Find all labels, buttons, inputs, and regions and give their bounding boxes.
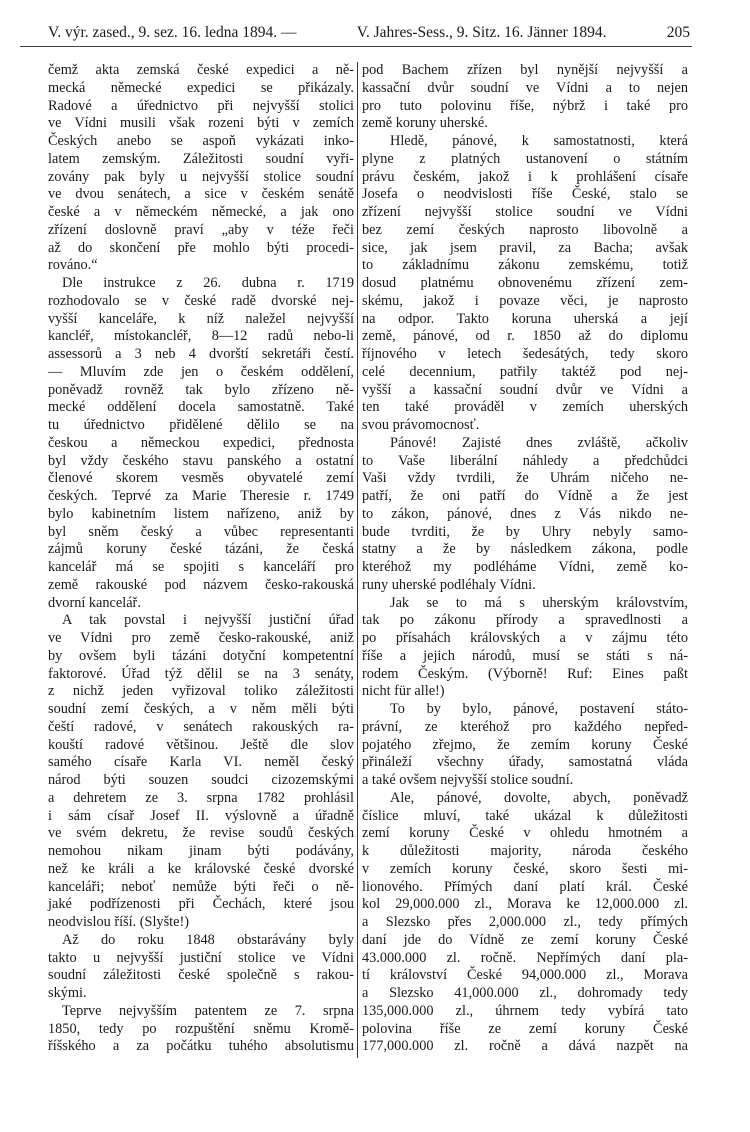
- text-line: zřízení nejvyšší stolice soudní ve Vídni: [362, 204, 688, 220]
- header-czech: V. výr. zased., 9. sez. 16. ledna 1894. —: [48, 24, 297, 41]
- text-line: po přísahách královských a v zájmu této: [362, 630, 688, 646]
- text-line: až do skončení pře mohlo býti procedi-: [48, 239, 354, 256]
- text-line: země, pánové, od r. 1850 až do diplomu: [362, 328, 688, 345]
- text-line: daní jde do Vídně ze zemí koruny České: [362, 931, 688, 948]
- text-line: To by bylo, pánové, postavení státo-: [390, 701, 688, 717]
- text-line: ve svém dekretu, že revise soudů českých: [48, 825, 354, 842]
- paragraph: [48, 612, 354, 932]
- text-line: kassační dvůr soudní ve Vídni a to nejen: [362, 79, 688, 96]
- text-line: Dle instrukce z 26. dubna r. 1719: [62, 275, 354, 291]
- text-line: říšského a za počátku tuhého absolutismu: [48, 1038, 354, 1055]
- text-line: pod Bachem zřízen byl nynější nejvyšší a: [362, 62, 688, 78]
- text-line: takto u nejvyšší justiční stolice ve Vídni: [48, 949, 354, 966]
- text-line: kouští radové většinou. Ještě dle slov: [48, 736, 354, 753]
- text-line: a dehretem ze 3. srpna 1782 prohlásil: [48, 789, 354, 806]
- text-line: Ale, pánové, dovolte, abych, poněvadž: [390, 789, 688, 806]
- text-line: latem zemským. Záležitosti soudní vyři-: [48, 150, 354, 167]
- text-line: země koruny uherské.: [362, 115, 488, 132]
- text-line: ve Vídni musili však rozeni býti v zemích: [48, 115, 354, 132]
- text-line: samého císaře Karla VI. neměl český: [48, 754, 354, 771]
- paragraph: [362, 701, 688, 790]
- text-line: pojatého zřejmo, že zemím koruny České: [362, 736, 688, 753]
- text-line: českých. Teprvé za Marie Theresie r. 1749: [48, 488, 354, 504]
- text-line: zájmů koruny české tázáni, že česká: [48, 541, 354, 558]
- text-line: z nichž jeden vyřizoval toliko záležitosti: [48, 683, 354, 700]
- text-line: svou právomocnosť.: [362, 417, 480, 433]
- text-line: ten také prováděl v zemích uherských: [362, 399, 688, 416]
- text-line: skými.: [48, 985, 87, 1001]
- text-line: českou a německou expedici, přednosta: [48, 434, 354, 451]
- text-line: to Vaše liberální náhledy a předchůdci: [362, 452, 688, 469]
- paragraph: [362, 595, 688, 702]
- text-line: kancléř, místokancléř, 8—12 radů nebo-li: [48, 328, 354, 345]
- text-line: kol 29,000.000 zl., Morava ke 12,000.000 zl.: [362, 896, 688, 913]
- text-line: nemohou nikam jinam býti podávány,: [48, 843, 354, 859]
- text-line: Josefa o neodvislosti říše České, stalo se: [362, 186, 688, 203]
- text-line: mecká německé expedici se přikázaly.: [48, 79, 354, 96]
- text-line: členové skorem vesměs obyvatelé zemí: [48, 470, 354, 487]
- text-line: Jak se to má s uherským královstvím,: [390, 594, 688, 611]
- text-line: k důležitosti majority, národa českého: [362, 843, 688, 859]
- text-line: právu českém, jakož i k prohlášení císaře: [362, 168, 688, 185]
- text-line: dosud platnému obnovenému zřízení zem-: [362, 275, 688, 291]
- text-line: zovány pak byly u nejvyšší stolice soudní: [48, 168, 354, 185]
- text-line: polovina říše ze zemí koruny České: [362, 1020, 688, 1037]
- text-line: nicht für alle!): [362, 683, 445, 700]
- paragraph: [48, 275, 354, 612]
- text-line: čemž akta zemská české expedici a ně-: [48, 62, 354, 78]
- text-line: byl sněm český a vůbec representanti: [48, 523, 354, 540]
- text-line: kteréhož my podléháme Vídni, země ko-: [362, 559, 688, 575]
- text-line: tu úřednictvo přidělené dělilo se na: [48, 417, 354, 433]
- text-line: to základnímu zákonu zemskému, totiž: [362, 257, 688, 274]
- text-line: to zákon, pánové, dnes z Vás nikdo ne-: [362, 505, 688, 522]
- column-divider: [357, 62, 358, 1058]
- text-line: — Mluvím zde jen o českém oddělení,: [48, 363, 354, 380]
- text-line: rozhodovalo se v české radě dvorské nej-: [48, 292, 354, 309]
- text-line: Radové a úřednictvo při nejvyšší stolici: [48, 97, 354, 114]
- text-line: byl vždy českého stavu panského a ostatní: [48, 452, 354, 469]
- left-column: [48, 62, 354, 1056]
- paragraph: [48, 932, 354, 1003]
- text-line: statny a že by následkem zákona, podle: [362, 541, 688, 558]
- paragraph: [48, 1003, 354, 1056]
- paragraph: [362, 133, 688, 435]
- text-line: Pánové! Zajisté dnes zvláště, ačkoliv: [390, 434, 688, 451]
- text-line: Českých anebo se aspoň vykázati inko-: [48, 133, 354, 149]
- paragraph: [362, 62, 688, 133]
- text-line: Teprve nejvyšším patentem ze 7. srpna: [62, 1002, 354, 1019]
- text-line: a Slezsko přes 2,000.000 zl., tedy přímých: [362, 914, 688, 930]
- right-column: [362, 62, 688, 1056]
- text-line: vyšší kanceláře, k níž naležel nejvyšší: [48, 310, 354, 327]
- text-line: patří, že oni patří do Vídně a že jest: [362, 488, 688, 504]
- text-line: a také ovšem nejvyšší stolice soudní.: [362, 772, 574, 788]
- text-line: rodem Českým. (Výborně! Ruf: Eines paßt: [362, 665, 688, 682]
- text-line: bez zemí českých naprosto libovolně a: [362, 221, 688, 238]
- text-line: sice, jak jsem pravil, za Bacha; avšak: [362, 239, 688, 256]
- text-line: říjnového v letech šedesátých, tedy skoro: [362, 346, 688, 362]
- text-line: bylo kabinetním listem nařízeno, aniž by: [48, 505, 354, 522]
- text-line: národ býti souzen soudci cizozemskými: [48, 772, 354, 788]
- text-line: lionového. Přímých daní platí král. České: [362, 878, 688, 895]
- page-number: 205: [666, 24, 690, 41]
- text-line: i sám císař Josef II. výslovně a úřadně: [48, 807, 354, 824]
- text-line: 1850, tedy po rozpuštění sněmu Kromě-: [48, 1020, 354, 1037]
- text-line: tak po zákonu přírody a spravedlnosti a: [362, 612, 688, 629]
- text-line: runy uherské podléhaly Vídni.: [362, 576, 536, 593]
- text-line: v zemích koruny české, skoro šesti mi-: [362, 860, 688, 877]
- text-line: ve dvou senátech, a sice v českém senátě: [48, 186, 354, 203]
- text-line: celé decennium, patřily taktéž pod nej-: [362, 363, 688, 380]
- text-line: assessorů a 3 neb 4 dvorští sekretáři čestí.: [48, 346, 354, 362]
- text-line: pro tuto polovinu říše, nýbrž i také pro: [362, 97, 688, 114]
- text-line: Vaši vždy tvrdili, že Uhrám ničeho ne-: [362, 470, 688, 487]
- text-line: rováno.“: [48, 257, 98, 274]
- text-line: české a v německém německé, a jak ono: [48, 204, 354, 220]
- text-line: soudní zemí českých, a v něm měli býti: [48, 701, 354, 717]
- text-line: Až do roku 1848 obstarávány byly: [62, 931, 354, 948]
- text-line: čeští radové, v senátech rakouských ra-: [48, 718, 354, 735]
- text-line: jaké podřízenosti při Čechách, které jsou: [48, 896, 354, 913]
- text-line: na odpor. Takto koruna uherská a její: [362, 310, 688, 327]
- paragraph: [362, 790, 688, 1056]
- text-line: mecké oddělení docela samostatně. Také: [48, 399, 354, 416]
- text-line: ve Vídni pro země česko-rakouské, aniž: [48, 630, 354, 646]
- text-line: zřízení doslovně praví „aby v téže řeči: [48, 221, 354, 238]
- text-line: a Slezsko 41,000.000 zl., dohromady tedy: [362, 985, 688, 1001]
- text-line: Hledě, pánové, k samostatnosti, která: [390, 133, 688, 149]
- paragraph: [48, 62, 354, 275]
- text-line: kanceláři; neboť nemůže býti řeči o ně-: [48, 878, 354, 895]
- text-line: právní, ze kteréhož pro každého nepřed-: [362, 718, 688, 735]
- text-line: soudní záležitosti české společně s rakou-: [48, 967, 354, 984]
- text-line: země rakouské pod názvem česko-rakouská: [48, 576, 354, 593]
- text-line: říše a jejich národů, musí se státi s ná-: [362, 647, 688, 664]
- paragraph: [362, 435, 688, 595]
- text-line: 135,000.000 zl., úhrnem tedy vybírá tato: [362, 1002, 688, 1019]
- header-german: V. Jahres-Sess., 9. Sitz. 16. Jänner 1894.: [356, 24, 607, 41]
- header-rule: [20, 46, 692, 47]
- text-line: neodvislou říší. (Slyšte!): [48, 914, 189, 930]
- text-line: plyne z platných ustanovení o státním: [362, 150, 688, 167]
- text-line: bude tvrditi, že by Uhry nebyly samo-: [362, 523, 688, 540]
- text-line: tí království České 94,000.000 zl., Morava: [362, 967, 688, 984]
- text-line: skému, jakož i povaze věci, je naprosto: [362, 292, 688, 309]
- text-line: 43.000.000 zl. ročně. Nepřímých daní pla-: [362, 949, 688, 966]
- text-line: faktorové. Úřad týž dělil se na 3 senáty,: [48, 665, 354, 682]
- text-line: než ke králi a ke královské české dvorské: [48, 860, 354, 877]
- text-line: číslice mluví, také ukázal k důležitosti: [362, 807, 688, 824]
- text-line: dvorní kancelář.: [48, 594, 141, 611]
- text-line: poněvadž rovněž tak bylo zřízeno ně-: [48, 381, 354, 398]
- text-line: zemí koruny České v ohledu hmotném a: [362, 825, 688, 842]
- running-header: [48, 24, 690, 44]
- text-line: přináleží všechny úřady, samostatná vláda: [362, 754, 688, 771]
- text-line: vyšší a kassační soudní dvůr ve Vídni a: [362, 381, 688, 398]
- text-line: A tak povstal i nejvyšší justiční úřad: [62, 612, 354, 629]
- text-line: 177,000.000 zl. ročně a dává nazpět na: [362, 1038, 688, 1055]
- text-line: kancelář má se spojiti s kanceláří pro: [48, 559, 354, 575]
- text-line: by ovšem byli tázáni dotyční kompetentní: [48, 647, 354, 664]
